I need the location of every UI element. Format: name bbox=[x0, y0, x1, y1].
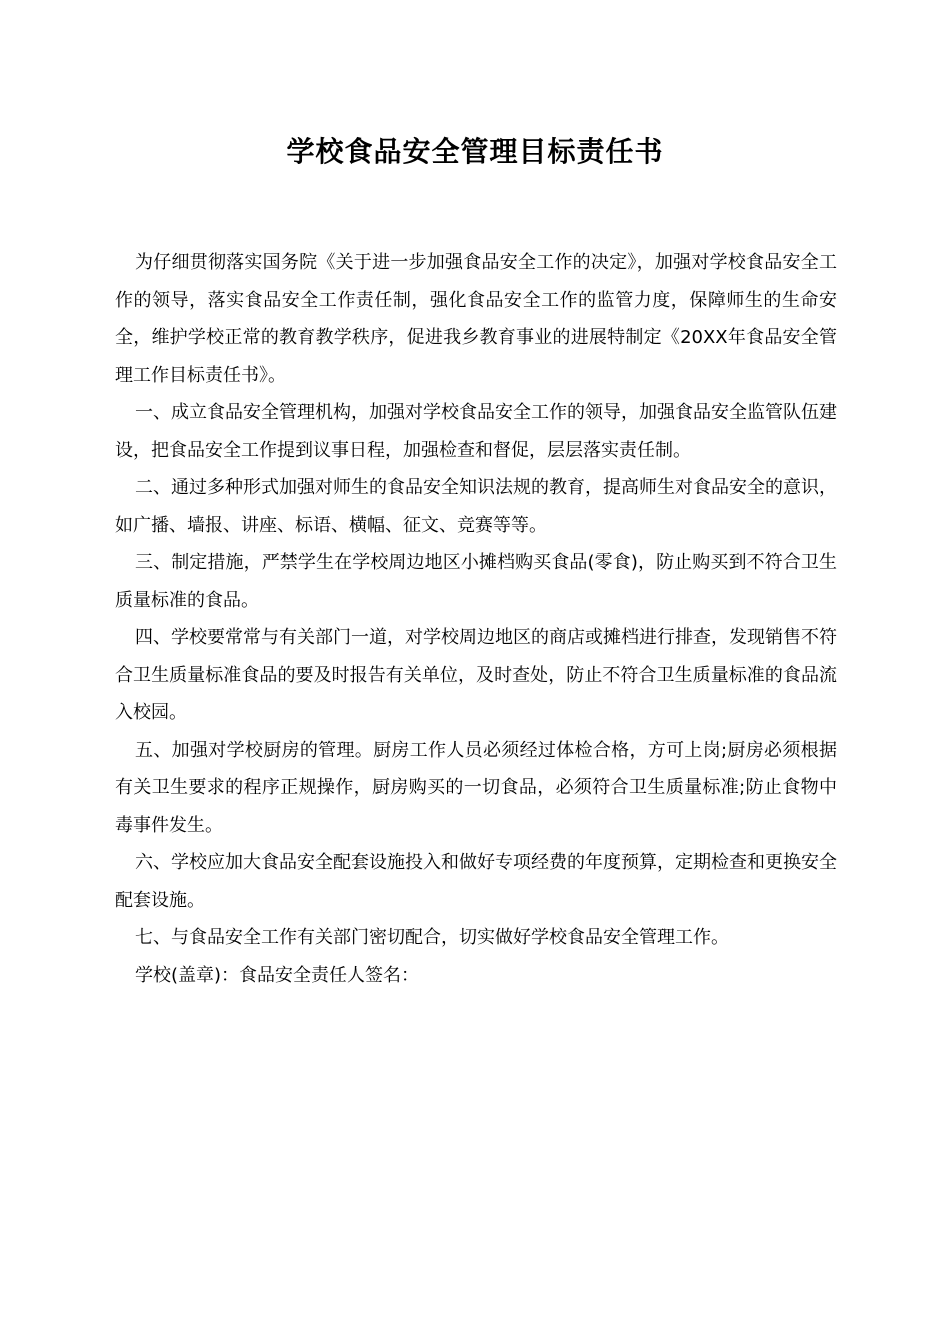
clause-5-paragraph: 五、加强对学校厨房的管理。厨房工作人员必须经过体检合格，方可上岗;厨房必须根据有关卫生要求的程序正规操作，厨房购买的一切食品，必须符合卫生质量标准;防止食物中毒事件发生。 bbox=[115, 739, 837, 836]
signature-line: 学校(盖章)：食品安全责任人签名： bbox=[135, 964, 420, 986]
clause-7-paragraph: 七、与食品安全工作有关部门密切配合，切实做好学校食品安全管理工作。 bbox=[135, 927, 729, 948]
clause-1-paragraph: 一、成立食品安全管理机构，加强对学校食品安全工作的领导，加强食品安全监管队伍建设，把食品安全工作提到议事日程，加强检查和督促，层层落实责任制。 bbox=[115, 402, 837, 461]
clause-2-paragraph: 二、通过多种形式加强对师生的食品安全知识法规的教育，提高师生对食品安全的意识，如广播、墙报、讲座、标语、横幅、征文、竞赛等等。 bbox=[115, 477, 837, 536]
intro-paragraph: 为仔细贯彻落实国务院《关于进一步加强食品安全工作的决定》，加强对学校食品安全工作的领导，落实食品安全工作责任制，强化食品安全工作的监管力度，保障师生的生命安全，维护学校正常的教育教学秩序，促进我乡教育事业的进展特制定《20XX年食品安全管理工作目标责任书》。 bbox=[115, 252, 837, 386]
clause-4-paragraph: 四、学校要常常与有关部门一道，对学校周边地区的商店或摊档进行排查，发现销售不符合卫生质量标准食品的要及时报告有关单位，及时查处，防止不符合卫生质量标准的食品流入校园。 bbox=[115, 627, 837, 723]
document-title: 学校食品安全管理目标责任书 bbox=[286, 135, 664, 168]
document-body bbox=[115, 244, 837, 994]
clause-3-paragraph: 三、制定措施，严禁学生在学校周边地区小摊档购买食品(零食)，防止购买到不符合卫生质量标准的食品。 bbox=[115, 552, 837, 611]
clause-6-paragraph: 六、学校应加大食品安全配套设施投入和做好专项经费的年度预算，定期检查和更换安全配套设施。 bbox=[115, 852, 837, 911]
